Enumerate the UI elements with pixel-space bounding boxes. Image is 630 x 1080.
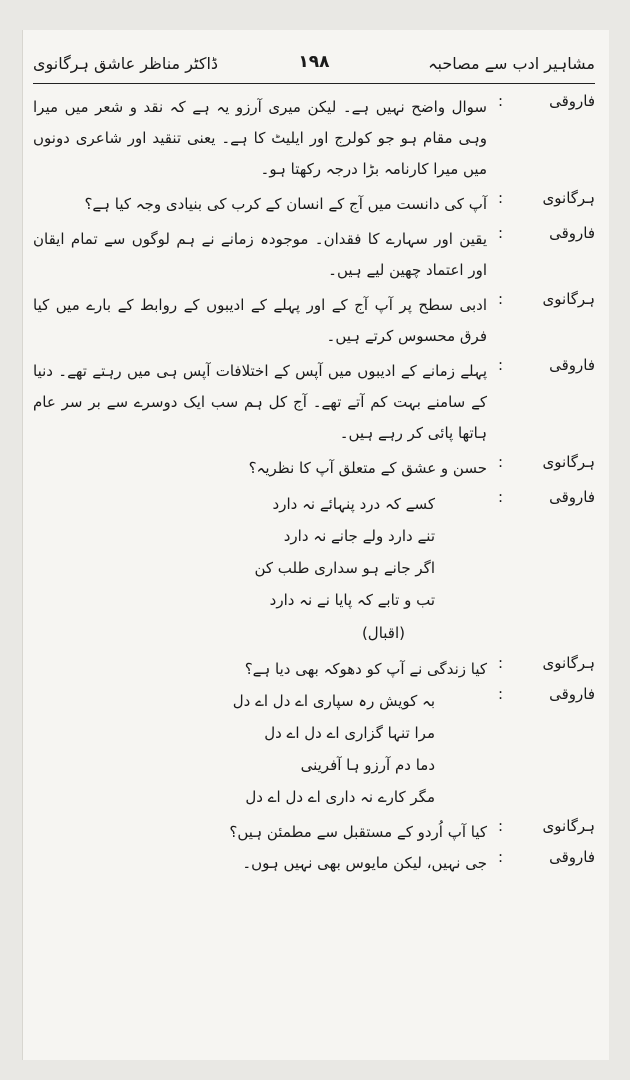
verse-line: کسے کہ درد پنہائے نہ دارد [272, 495, 435, 513]
speaker-name: فاروقی [549, 488, 595, 506]
speaker-name: فاروقی [549, 356, 595, 374]
colon: : [497, 848, 503, 866]
speaker-name: فاروقی [549, 224, 595, 242]
persian-verse [33, 685, 435, 813]
speaker-name: فاروقی [549, 848, 595, 866]
colon: : [497, 356, 503, 374]
speaker-name: ہرگانوی [542, 654, 595, 672]
colon: : [497, 290, 503, 308]
speaker-name: فاروقی [549, 685, 595, 703]
interview-text [33, 92, 595, 879]
answer-text: یقین اور سہارے کا فقدان۔ موجودہ زمانے نے ہم لوگوں سے تمام ایقان اور اعتماد چھین لیے ہیں۔ [33, 230, 487, 279]
verse-entry [33, 685, 595, 813]
colon: : [497, 685, 503, 703]
colon: : [497, 92, 503, 110]
dialogue-entry [33, 356, 595, 449]
colon: : [497, 817, 503, 835]
colon: : [497, 224, 503, 242]
dialogue-entry [33, 92, 595, 185]
answer-text: سوال واضح نہیں ہے۔ لیکن میری آرزو یہ ہے کہ نقد و شعر میں میرا وہی مقام ہو جو کولرج اور ایلیٹ کا ہے۔ یعنی تنقید اور شاعری دونوں میں میرا کارنامہ بڑا درجہ رکھتا ہو۔ [33, 98, 487, 178]
verse-line: تنے دارد ولے جانے نہ دارد [283, 527, 435, 545]
speaker-name: ہرگانوی [542, 453, 595, 471]
book-title: مشاہیر ادب سے مصاحبہ [428, 54, 595, 73]
dialogue-entry [33, 189, 595, 220]
question-text: ادبی سطح پر آپ آج کے اور پہلے کے ادیبوں کے روابط کے بارے میں کیا فرق محسوس کرتے ہیں۔ [33, 296, 487, 345]
colon: : [497, 189, 503, 207]
dialogue-entry [33, 290, 595, 352]
verse-entry [33, 488, 595, 650]
persian-verse [33, 488, 435, 616]
question-text: کیا آپ اُردو کے مستقبل سے مطمئن ہیں؟ [229, 823, 487, 841]
book-page [22, 30, 609, 1060]
speaker-name: ہرگانوی [542, 817, 595, 835]
verse-line: بہ کویش رہ سپاری اے دل اے دل [232, 692, 435, 710]
speaker-name: ہرگانوی [542, 290, 595, 308]
dialogue-entry [33, 848, 595, 879]
dialogue-entry [33, 453, 595, 484]
poet-attribution: (اقبال) [361, 624, 405, 642]
page-number: ۱۹۸ [298, 52, 330, 72]
question-text: آپ کی دانست میں آج کے انسان کے کرب کی بنیادی وجہ کیا ہے؟ [84, 195, 487, 213]
colon: : [497, 654, 503, 672]
page-header [33, 50, 595, 84]
answer-text: پہلے زمانے کے ادیبوں میں آپس کے اختلافات آپس ہی میں رہتے تھے۔ دنیا کے سامنے بہت کم آتے تھے۔ آج کل ہم سب ایک دوسرے سے بر سر عام ہاتھا پائی کر رہے ہیں۔ [33, 362, 487, 442]
author-name: ڈاکٹر مناظر عاشق ہرگانوی [33, 54, 219, 73]
verse-line: مرا تنہا گزاری اے دل اے دل [264, 724, 435, 742]
speaker-name: ہرگانوی [542, 189, 595, 207]
verse-line: مگر کارے نہ داری اے دل اے دل [245, 788, 435, 806]
header-rule [33, 83, 595, 84]
answer-text: جی نہیں، لیکن مایوس بھی نہیں ہوں۔ [242, 854, 487, 872]
dialogue-entry [33, 224, 595, 286]
verse-line: تب و تابے کہ پایا نے نہ دارد [269, 591, 435, 609]
dialogue-entry [33, 654, 595, 685]
dialogue-entry [33, 817, 595, 848]
question-text: حسن و عشق کے متعلق آپ کا نظریہ؟ [248, 459, 487, 477]
question-text: کیا زندگی نے آپ کو دھوکہ بھی دیا ہے؟ [244, 660, 487, 678]
speaker-name: فاروقی [549, 92, 595, 110]
colon: : [497, 488, 503, 506]
verse-line: دما دم آرزو ہا آفرینی [300, 756, 435, 774]
colon: : [497, 453, 503, 471]
verse-line: اگر جانے ہو سداری طلب کن [254, 559, 435, 577]
